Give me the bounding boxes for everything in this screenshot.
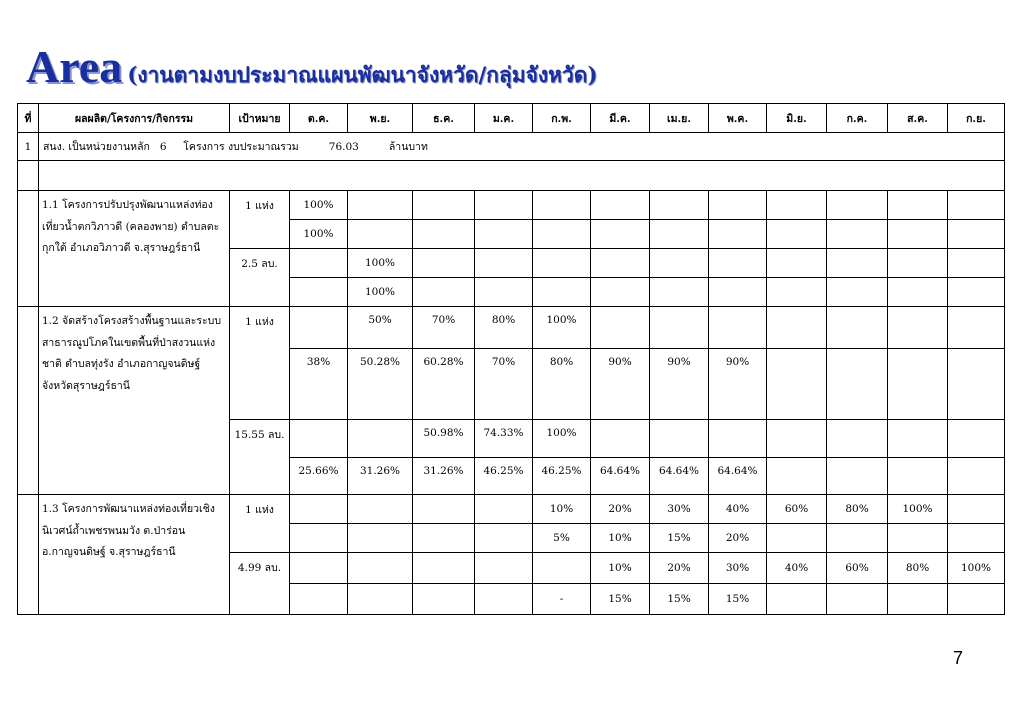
month-value: [533, 220, 591, 249]
month-value: [709, 191, 767, 220]
month-value: [413, 495, 475, 524]
row-number-cell: [18, 191, 39, 307]
row-number-cell: [18, 495, 39, 615]
month-value: 20%: [709, 524, 767, 553]
month-value: 20%: [591, 495, 650, 524]
month-value: [948, 349, 1005, 420]
month-value: [827, 307, 888, 349]
month-value: [948, 420, 1005, 458]
month-value: [888, 420, 948, 458]
month-value: [591, 191, 650, 220]
month-value: 80%: [888, 553, 948, 584]
month-value: [767, 278, 827, 307]
table-row: [18, 495, 1005, 524]
month-value: [413, 553, 475, 584]
summary-info: [39, 133, 1005, 161]
row-number-cell: [18, 307, 39, 495]
month-value: 46.25%: [475, 458, 533, 495]
month-value: 74.33%: [475, 420, 533, 458]
summary-row: [18, 133, 1005, 161]
month-value: [888, 220, 948, 249]
target-cell: 4.99 ลบ.: [230, 553, 290, 615]
month-value: 100%: [290, 191, 348, 220]
month-value: 60%: [767, 495, 827, 524]
month-value: 30%: [709, 553, 767, 584]
month-value: [948, 249, 1005, 278]
month-value: [591, 307, 650, 349]
header-row: [18, 104, 1005, 133]
month-value: 50.98%: [413, 420, 475, 458]
month-value: -: [533, 584, 591, 615]
month-value: 15%: [650, 524, 709, 553]
month-value: 10%: [533, 495, 591, 524]
month-value: 31.26%: [348, 458, 413, 495]
month-value: [948, 191, 1005, 220]
month-value: [767, 584, 827, 615]
month-value: 20%: [650, 553, 709, 584]
month-value: [290, 278, 348, 307]
month-value: [767, 220, 827, 249]
month-value: [827, 420, 888, 458]
month-value: [827, 249, 888, 278]
month-value: [888, 278, 948, 307]
month-value: [475, 249, 533, 278]
project-name: 1.1 โครงการปรับปรุงพัฒนาแหล่งท่องเที่ยวน้ำตกวิภาวดี (คลองพาย) ตำบลตะกุกใต้ อำเภอวิภาวดี จ.สุราษฎร์ธานี: [39, 191, 230, 307]
month-value: [827, 278, 888, 307]
header-target: เป้าหมาย: [230, 104, 290, 133]
month-value: [709, 249, 767, 278]
month-value: [948, 495, 1005, 524]
month-value: 80%: [827, 495, 888, 524]
header-month: ก.ย.: [948, 104, 1005, 133]
month-value: [475, 220, 533, 249]
month-value: [533, 553, 591, 584]
month-value: 70%: [475, 349, 533, 420]
month-value: [709, 307, 767, 349]
month-value: [348, 495, 413, 524]
month-value: [888, 191, 948, 220]
month-value: [767, 420, 827, 458]
month-value: [475, 584, 533, 615]
summary-count-label: โครงการ งบประมาณรวม: [183, 141, 299, 153]
month-value: [413, 191, 475, 220]
row-number: 1: [18, 133, 39, 161]
header-month: ต.ค.: [290, 104, 348, 133]
month-value: [767, 249, 827, 278]
month-value: 90%: [650, 349, 709, 420]
header-no: ที่: [18, 104, 39, 133]
month-value: [475, 495, 533, 524]
month-value: 10%: [591, 553, 650, 584]
month-value: 30%: [650, 495, 709, 524]
table-row: [18, 307, 1005, 349]
month-value: [290, 584, 348, 615]
empty-cell: [18, 161, 39, 191]
month-value: 15%: [591, 584, 650, 615]
month-value: [348, 220, 413, 249]
month-value: [413, 249, 475, 278]
month-value: [533, 249, 591, 278]
month-value: 100%: [948, 553, 1005, 584]
month-value: [650, 220, 709, 249]
target-cell: 15.55 ลบ.: [230, 420, 290, 495]
month-value: 80%: [533, 349, 591, 420]
month-value: [767, 458, 827, 495]
empty-row: [18, 161, 1005, 191]
month-value: 15%: [650, 584, 709, 615]
month-value: 100%: [533, 307, 591, 349]
target-cell: 1 แห่ง: [230, 307, 290, 420]
month-value: 100%: [348, 278, 413, 307]
month-value: [709, 220, 767, 249]
month-value: [650, 307, 709, 349]
month-value: [888, 584, 948, 615]
month-value: [650, 249, 709, 278]
empty-cell: [39, 161, 1005, 191]
month-value: [948, 584, 1005, 615]
month-value: 90%: [591, 349, 650, 420]
header-month: พ.ย.: [348, 104, 413, 133]
month-value: [475, 553, 533, 584]
month-value: [948, 220, 1005, 249]
month-value: [948, 307, 1005, 349]
month-value: [591, 249, 650, 278]
month-value: [591, 420, 650, 458]
month-value: [290, 524, 348, 553]
month-value: 60%: [827, 553, 888, 584]
header-month: ม.ค.: [475, 104, 533, 133]
title-sub: (งานตามงบประมาณแผนพัฒนาจังหวัด/กลุ่มจังหวัด): [127, 62, 598, 87]
month-value: 100%: [290, 220, 348, 249]
header-month: ก.ค.: [827, 104, 888, 133]
month-value: [413, 584, 475, 615]
month-value: 70%: [413, 307, 475, 349]
month-value: 38%: [290, 349, 348, 420]
month-value: [290, 307, 348, 349]
month-value: [348, 584, 413, 615]
month-value: [948, 524, 1005, 553]
month-value: [709, 420, 767, 458]
header-project: ผลผลิต/โครงการ/กิจกรรม: [39, 104, 230, 133]
month-value: [827, 584, 888, 615]
title-main: Area: [26, 41, 123, 92]
summary-unit: สนง. เป็นหน่วยงานหลัก: [43, 141, 150, 153]
month-value: [533, 191, 591, 220]
month-value: [709, 278, 767, 307]
month-value: [290, 249, 348, 278]
month-value: [888, 307, 948, 349]
month-value: [290, 495, 348, 524]
month-value: [475, 191, 533, 220]
month-value: 100%: [533, 420, 591, 458]
month-value: 46.25%: [533, 458, 591, 495]
month-value: [475, 278, 533, 307]
month-value: [948, 278, 1005, 307]
month-value: 5%: [533, 524, 591, 553]
month-value: [348, 420, 413, 458]
month-value: [650, 278, 709, 307]
month-value: [591, 220, 650, 249]
summary-budget: 76.03: [328, 141, 359, 153]
month-value: [888, 524, 948, 553]
month-value: 64.64%: [709, 458, 767, 495]
month-value: 90%: [709, 349, 767, 420]
month-value: [767, 191, 827, 220]
target-cell: 2.5 ลบ.: [230, 249, 290, 307]
month-value: [767, 307, 827, 349]
month-value: [650, 420, 709, 458]
month-value: [888, 458, 948, 495]
month-value: [827, 458, 888, 495]
month-value: [827, 524, 888, 553]
month-value: 31.26%: [413, 458, 475, 495]
month-value: [591, 278, 650, 307]
summary-count: 6: [159, 141, 167, 153]
month-value: [767, 349, 827, 420]
month-value: [475, 524, 533, 553]
plan-table: [17, 103, 1005, 615]
month-value: [888, 249, 948, 278]
month-value: 100%: [888, 495, 948, 524]
month-value: [827, 220, 888, 249]
month-value: 40%: [767, 553, 827, 584]
month-value: [827, 191, 888, 220]
table-row: [18, 191, 1005, 220]
month-value: [413, 524, 475, 553]
month-value: 64.64%: [591, 458, 650, 495]
header-month: พ.ค.: [709, 104, 767, 133]
month-value: 25.66%: [290, 458, 348, 495]
header-month: มี.ค.: [591, 104, 650, 133]
month-value: 10%: [591, 524, 650, 553]
month-value: [827, 349, 888, 420]
month-value: 50%: [348, 307, 413, 349]
month-value: [348, 553, 413, 584]
month-value: 80%: [475, 307, 533, 349]
month-value: [888, 349, 948, 420]
month-value: [290, 553, 348, 584]
project-name: 1.3 โครงการพัฒนาแหล่งท่องเที่ยวเชิงนิเวศน์ถ้ำเพชรพนมวัง ต.ป่าร่อน อ.กาญจนดิษฐ์ จ.สุราษฎร์ธานี: [39, 495, 230, 615]
month-value: 15%: [709, 584, 767, 615]
month-value: 50.28%: [348, 349, 413, 420]
header-month: ธ.ค.: [413, 104, 475, 133]
month-value: 40%: [709, 495, 767, 524]
page-number: 7: [952, 648, 963, 668]
month-value: [533, 278, 591, 307]
header-month: ก.พ.: [533, 104, 591, 133]
summary-budget-unit: ล้านบาท: [388, 141, 428, 153]
header-month: มิ.ย.: [767, 104, 827, 133]
month-value: [767, 524, 827, 553]
month-value: [348, 524, 413, 553]
target-cell: 1 แห่ง: [230, 495, 290, 553]
project-name: 1.2 จัดสร้างโครงสร้างพื้นฐานและระบบสาธารณูปโภคในเขตพื้นที่ป่าสงวนแห่งชาติ ตำบลทุ่งรัง อำเภอกาญจนดิษฐ์ จังหวัดสุราษฎร์ธานี: [39, 307, 230, 495]
month-value: 64.64%: [650, 458, 709, 495]
month-value: 100%: [348, 249, 413, 278]
month-value: [290, 420, 348, 458]
month-value: [650, 191, 709, 220]
month-value: [413, 278, 475, 307]
month-value: [948, 458, 1005, 495]
header-month: ส.ค.: [888, 104, 948, 133]
slide-title: [26, 40, 597, 93]
target-cell: 1 แห่ง: [230, 191, 290, 249]
month-value: [348, 191, 413, 220]
header-month: เม.ย.: [650, 104, 709, 133]
month-value: [413, 220, 475, 249]
month-value: 60.28%: [413, 349, 475, 420]
